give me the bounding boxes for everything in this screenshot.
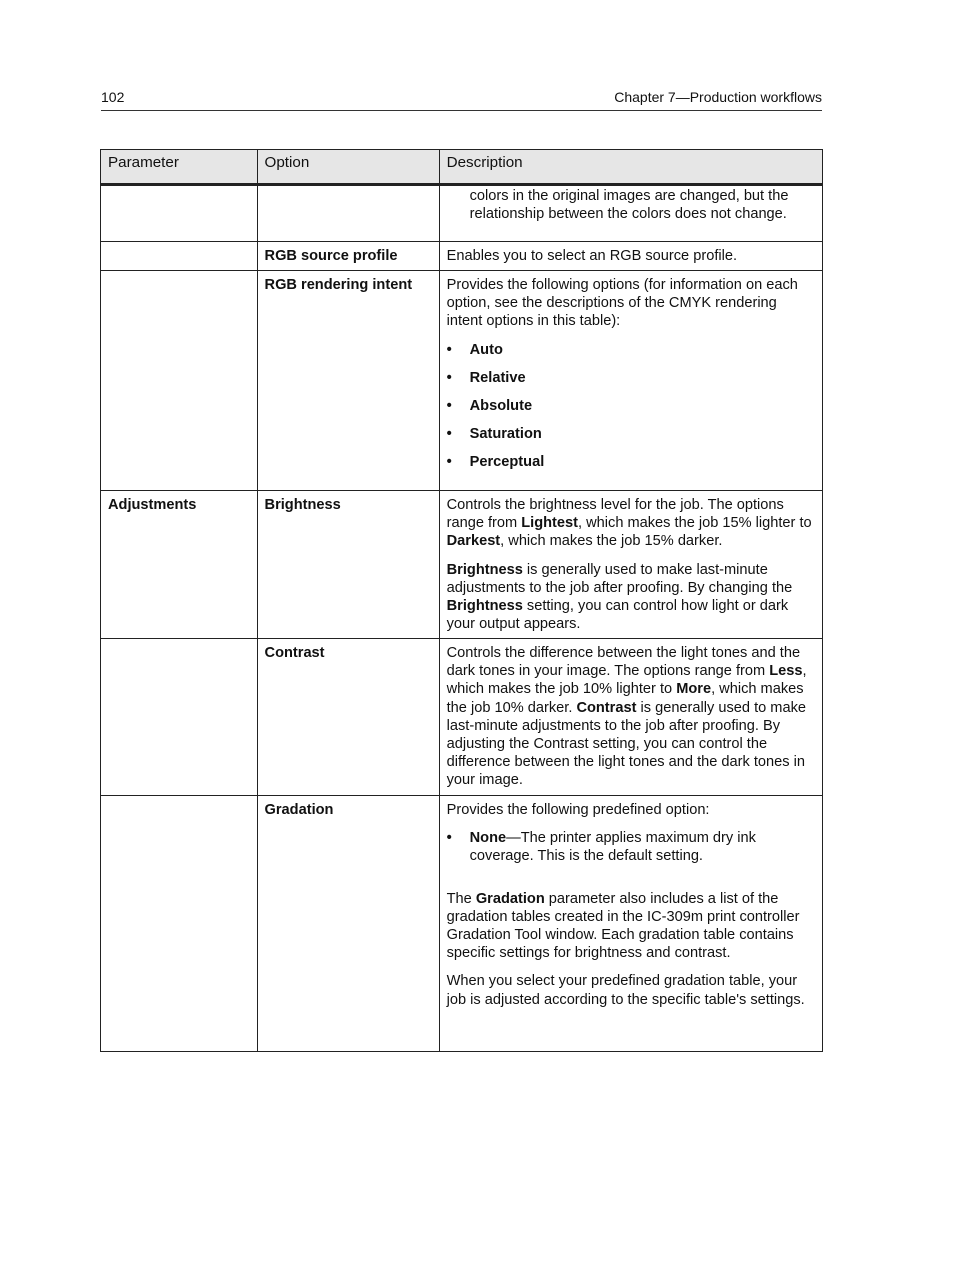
- list-item: • Saturation: [447, 425, 815, 443]
- description-text: Controls the brightness level for the job. The options range from Lightest, which makes the job 15% lighter to Darkest, which makes the job 15% darker.: [446, 497, 812, 550]
- column-header-description: Description: [439, 150, 822, 185]
- table-header-row: [101, 150, 823, 185]
- option-cell: [257, 271, 439, 491]
- list-item: • None—The printer applies maximum dry ink coverage. This is the default setting.: [447, 829, 815, 865]
- description-cell: [439, 185, 822, 242]
- description-text: Provides the following options (for information on each option, see the descriptions of the CMYK rendering intent options in this table):: [446, 277, 798, 330]
- column-header-option: Option: [257, 150, 439, 185]
- table-row: [101, 242, 823, 271]
- description-cell: [439, 242, 822, 271]
- description-text: Brightness is generally used to make last-minute adjustments to the job after proofing. By changing the Brightness setting, you can control how light or dark your output appears.: [446, 561, 793, 633]
- page-number: 102: [101, 89, 125, 105]
- table-row: [101, 491, 823, 639]
- option-name: Contrast: [264, 645, 325, 661]
- list-item: • Perceptual: [447, 453, 815, 471]
- description-text: Provides the following predefined option:: [446, 802, 710, 818]
- description-cell: [439, 491, 822, 639]
- option-cell: [257, 491, 439, 639]
- parameter-table: [100, 149, 823, 1052]
- list-item: • Absolute: [447, 397, 815, 415]
- table-row: [101, 271, 823, 491]
- parameter-cell: [101, 185, 258, 242]
- parameter-cell: [101, 271, 258, 491]
- list-item: • Relative: [447, 369, 815, 387]
- option-name: RGB source profile: [264, 248, 398, 264]
- list-item: • Auto: [447, 341, 815, 359]
- option-cell: [257, 796, 439, 1052]
- option-name: Brightness: [264, 497, 341, 513]
- description-text: Controls the difference between the light tones and the dark tones in your image. The options range from Less, which makes the job 10% lighter to More, which makes the job 10% darker. Contrast is generally used to make last-minute adjustments to the job after proofing. By adjusting the Contrast setting, you can control the difference between the light tones and the dark tones in your image.: [446, 645, 807, 789]
- option-name: RGB rendering intent: [264, 277, 413, 293]
- description-cell: [439, 639, 822, 796]
- column-header-parameter: Parameter: [101, 150, 258, 185]
- description-continuation: colors in the original images are changed, but the relationship between the colors does not change.: [469, 188, 789, 223]
- parameter-name: Adjustments: [108, 497, 197, 513]
- table-row: [101, 639, 823, 796]
- parameter-cell: [101, 796, 258, 1052]
- option-cell: [257, 185, 439, 242]
- description-text: When you select your predefined gradation table, your job is adjusted according to the specific table's settings.: [446, 973, 805, 1008]
- parameter-cell: [101, 639, 258, 796]
- parameter-cell: [101, 242, 258, 271]
- chapter-title: Chapter 7—Production workflows: [614, 89, 822, 105]
- option-cell: [257, 242, 439, 271]
- page-header: [101, 87, 822, 111]
- intent-options-list: [447, 341, 815, 471]
- option-cell: [257, 639, 439, 796]
- table-row: [101, 185, 823, 242]
- option-name: Gradation: [264, 802, 334, 818]
- description-text: Enables you to select an RGB source profile.: [446, 248, 738, 264]
- parameter-cell: [101, 491, 258, 639]
- table-row: [101, 796, 823, 1052]
- description-cell: [439, 271, 822, 491]
- gradation-options-list: [447, 829, 815, 865]
- description-cell: [439, 796, 822, 1052]
- description-text: The Gradation parameter also includes a list of the gradation tables created in the IC-309m print controller Gradation Tool window. Each gradation table contains specific settings for brightness and contrast.: [446, 890, 800, 962]
